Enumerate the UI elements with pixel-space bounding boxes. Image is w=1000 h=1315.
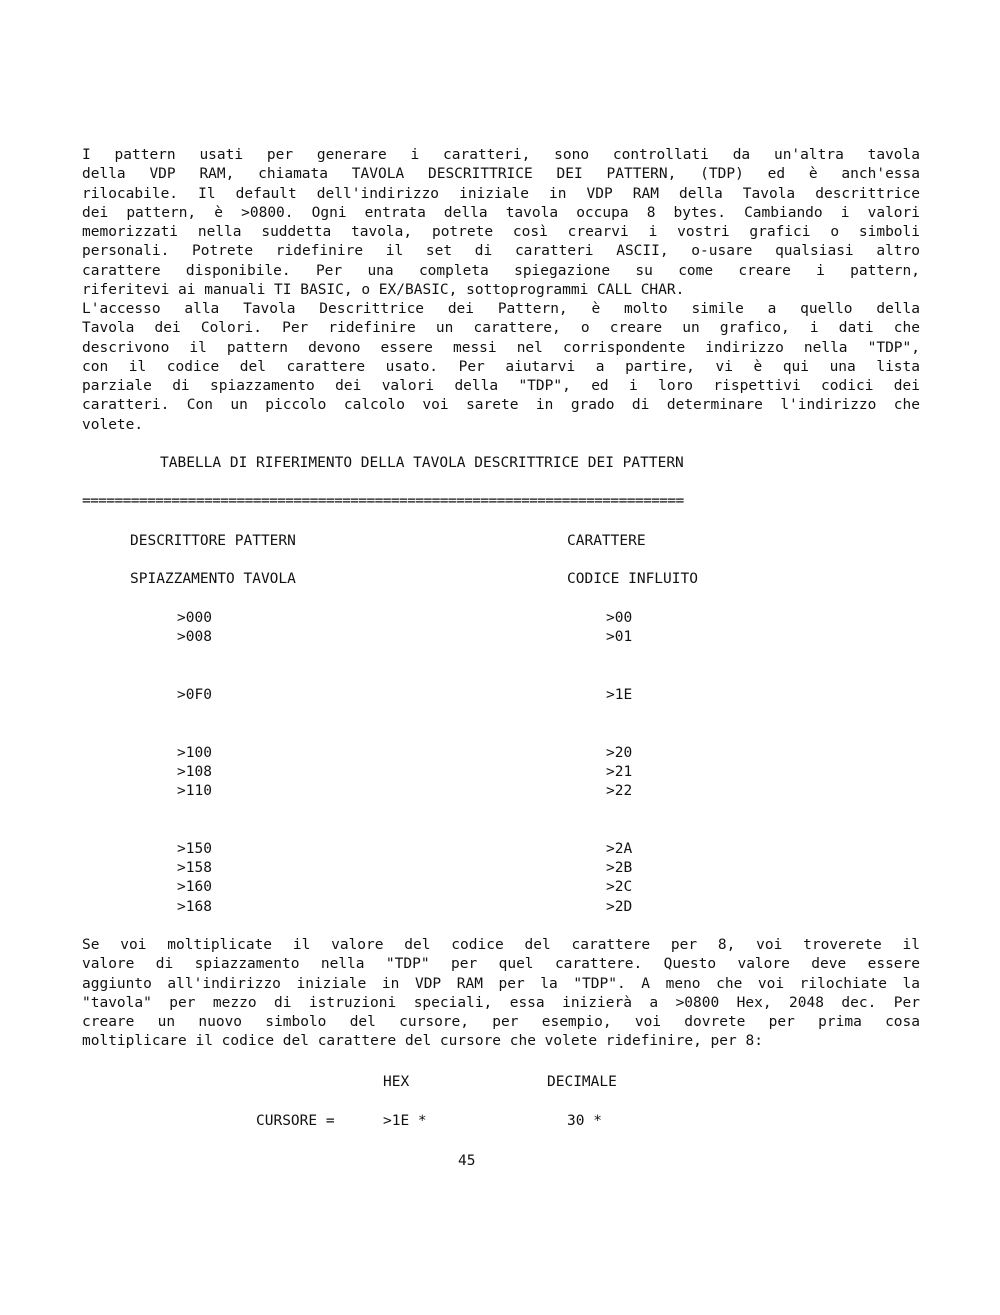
table-cell-offset: >150 — [177, 841, 212, 857]
table-cell-code: >01 — [606, 629, 633, 645]
table-cell-code: >22 — [606, 783, 633, 799]
calc-dec-value: 30 * — [567, 1113, 602, 1129]
table-separator: ========================================================================== — [82, 493, 684, 509]
text-line: caratteri. Con un piccolo calcolo voi sarete in grado di determinare l'indirizzo che — [82, 397, 920, 414]
table-cell-offset: >100 — [177, 745, 212, 761]
text-line: rilocabile. Il default dell'indirizzo iniziale in VDP RAM della Tavola descrittrice — [82, 185, 920, 202]
calc-hex-header: HEX — [383, 1074, 410, 1090]
table-cell-code: >21 — [606, 764, 633, 780]
table-cell-code: >2D — [606, 899, 633, 915]
text-line: parziale di spiazzamento dei valori della "TDP", ed i loro rispettivi codici dei — [82, 378, 920, 395]
table-cell-offset: >008 — [177, 629, 212, 645]
text-line: con il codice del carattere usato. Per aiutarvi a partire, vi è qui una lista — [82, 358, 920, 375]
table-cell-offset: >108 — [177, 764, 212, 780]
text-line: dei pattern, è >0800. Ogni entrata della tavola occupa 8 bytes. Cambiando i valori — [82, 204, 920, 221]
text-line: personali. Potrete ridefinire il set di caratteri ASCII, o-usare qualsiasi altro — [82, 243, 920, 260]
table-cell-offset: >000 — [177, 610, 212, 626]
table-cell-code: >2B — [606, 860, 633, 876]
text-line: descrivono il pattern devono essere messi nel corrispondente indirizzo nella "TDP", — [82, 339, 920, 356]
table-cell-offset: >168 — [177, 899, 212, 915]
table-cell-offset: >158 — [177, 860, 212, 876]
text-line: moltiplicare il codice del carattere del cursore che volete ridefinire, per 8: — [82, 1033, 763, 1050]
text-line: carattere disponibile. Per una completa spiegazione su come creare i pattern, — [82, 262, 920, 279]
table-cell-code: >2A — [606, 841, 633, 857]
col2-header-line2: CODICE INFLUITO — [567, 571, 698, 587]
text-line: I pattern usati per generare i caratteri, sono controllati da un'altra tavola — [82, 147, 920, 163]
text-line: valore di spiazzamento nella "TDP" per quel carattere. Questo valore deve essere — [82, 956, 920, 973]
page-number: 45 — [458, 1153, 476, 1169]
table-cell-code: >1E — [606, 687, 633, 703]
calc-cursor-label: CURSORE = — [256, 1113, 335, 1129]
text-line: Se voi moltiplicate il valore del codice del carattere per 8, voi troverete il — [82, 937, 920, 953]
col2-header-line1: CARATTERE — [567, 533, 646, 549]
text-line: creare un nuovo simbolo del cursore, per esempio, voi dovrete per prima cosa — [82, 1014, 920, 1031]
text-line: aggiunto all'indirizzo iniziale in VDP RAM per la "TDP". A meno che voi rilochiate la — [82, 975, 920, 992]
table-cell-code: >20 — [606, 745, 633, 761]
table-cell-offset: >110 — [177, 783, 212, 799]
text-line: della VDP RAM, chiamata TAVOLA DESCRITTRICE DEI PATTERN, (TDP) ed è anch'essa — [82, 166, 920, 183]
col1-header-line2: SPIAZZAMENTO TAVOLA — [130, 571, 296, 587]
calc-hex-value: >1E * — [383, 1113, 427, 1129]
text-line: riferitevi ai manuali TI BASIC, o EX/BASIC, sottoprogrammi CALL CHAR. — [82, 282, 685, 299]
table-cell-offset: >0F0 — [177, 687, 212, 703]
text-line: Tavola dei Colori. Per ridefinire un carattere, o creare un grafico, i dati che — [82, 320, 920, 337]
text-line: "tavola" per mezzo di istruzioni speciali, essa inizierà a >0800 Hex, 2048 dec. Per — [82, 994, 920, 1011]
text-line: memorizzati nella suddetta tavola, potrete così crearvi i vostri grafici o simboli — [82, 224, 920, 241]
table-cell-offset: >160 — [177, 879, 212, 895]
table-title: TABELLA DI RIFERIMENTO DELLA TAVOLA DESCRITTRICE DEI PATTERN — [160, 455, 684, 471]
table-cell-code: >00 — [606, 610, 633, 626]
text-line: L'accesso alla Tavola Descrittrice dei Pattern, è molto simile a quello della — [82, 301, 920, 317]
paragraph-tdp-access — [82, 300, 920, 435]
text-line: volete. — [82, 416, 144, 433]
paragraph-tdp-intro — [82, 146, 920, 300]
calc-dec-header: DECIMALE — [547, 1074, 617, 1090]
table-cell-code: >2C — [606, 879, 633, 895]
col1-header-line1: DESCRITTORE PATTERN — [130, 533, 296, 549]
paragraph-offset-calc — [82, 936, 920, 1052]
